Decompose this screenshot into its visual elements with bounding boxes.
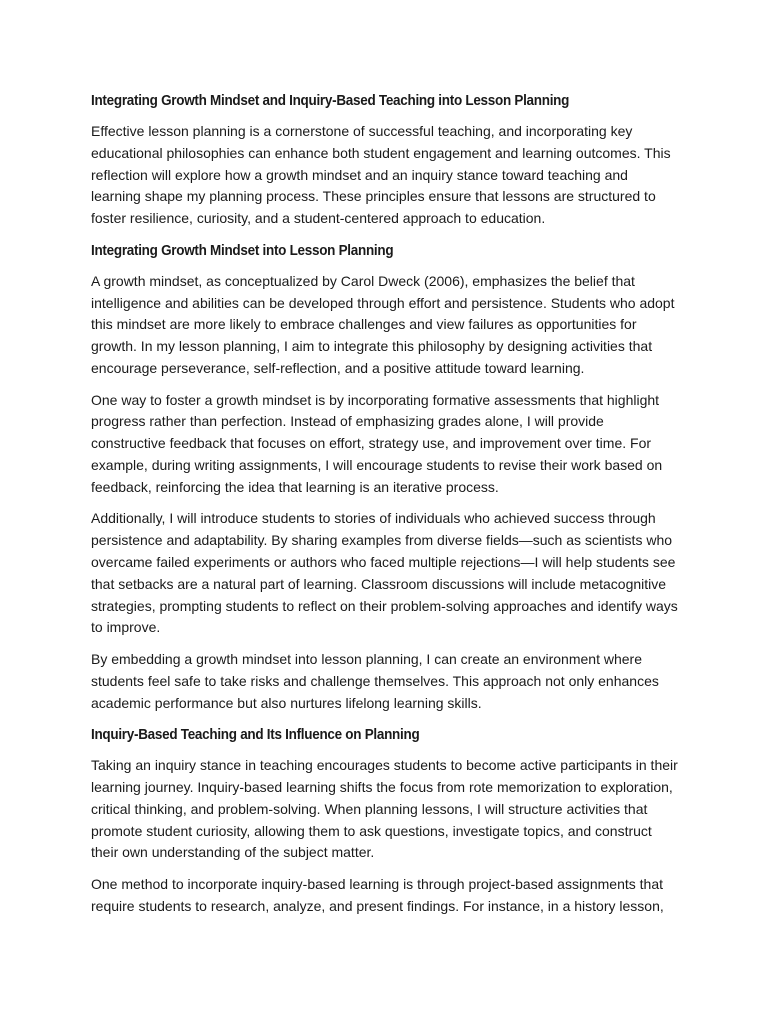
paragraph: One method to incorporate inquiry-based learning is through project-based assignments that require students to research, analyze, and present findings. For instance, in a history lesson, — [91, 875, 664, 914]
paragraph: Additionally, I will introduce students to stories of individuals who achieved success through persistence and adaptability. By sharing examples from diverse fields—such as scientists who overcame failed experiments or authors who faced multiple rejections—I will help students see that setbacks are a natural part of learning. Classroom discussions will include metacognitive strategies, prompting students to reflect on their problem-solving approaches and identify ways to improve. — [91, 510, 678, 636]
paragraph: One way to foster a growth mindset is by incorporating formative assessments that highlight progress rather than perfection. Instead of emphasizing grades alone, I will provide constructive feedback that focuses on effort, strategy use, and improvement over time. For example, during writing assignments, I will encourage students to revise their work based on feedback, reinforcing the idea that learning is an iterative process. — [91, 391, 663, 495]
intro-paragraph: Effective lesson planning is a cornerstone of successful teaching, and incorporating key educational philosophies can enhance both student engagement and learning outcomes. This reflection will explore how a growth mindset and an inquiry stance toward teaching and learning shape my planning process. These principles ensure that lessons are structured to foster resilience, curiosity, and a student-centered approach to education. — [91, 123, 671, 227]
section-heading-inquiry-based: Inquiry-Based Teaching and Its Influence on Planning — [91, 727, 420, 744]
paragraph: A growth mindset, as conceptualized by Carol Dweck (2006), emphasizes the belief that intelligence and abilities can be developed through effort and persistence. Students who adopt this mindset are more likely to embrace challenges and view failures as opportunities for growth. In my lesson planning, I aim to integrate this philosophy by designing activities that encourage perseverance, self-reflection, and a positive attitude toward learning. — [91, 272, 675, 376]
document-page — [91, 90, 681, 927]
document-title: Integrating Growth Mindset and Inquiry-Based Teaching into Lesson Planning — [91, 93, 570, 109]
paragraph: Taking an inquiry stance in teaching encourages students to become active participants in their learning journey. Inquiry-based learning shifts the focus from rote memorization to exploration, critical thinking, and problem-solving. When planning lessons, I will structure activities that promote student curiosity, allowing them to ask questions, investigate topics, and construct their own understanding of the subject matter. — [91, 757, 678, 861]
paragraph: By embedding a growth mindset into lesson planning, I can create an environment where students feel safe to take risks and challenge themselves. This approach not only enhances academic performance but also nurtures lifelong learning skills. — [91, 650, 659, 711]
section-heading-growth-mindset: Integrating Growth Mindset into Lesson Planning — [91, 242, 394, 259]
